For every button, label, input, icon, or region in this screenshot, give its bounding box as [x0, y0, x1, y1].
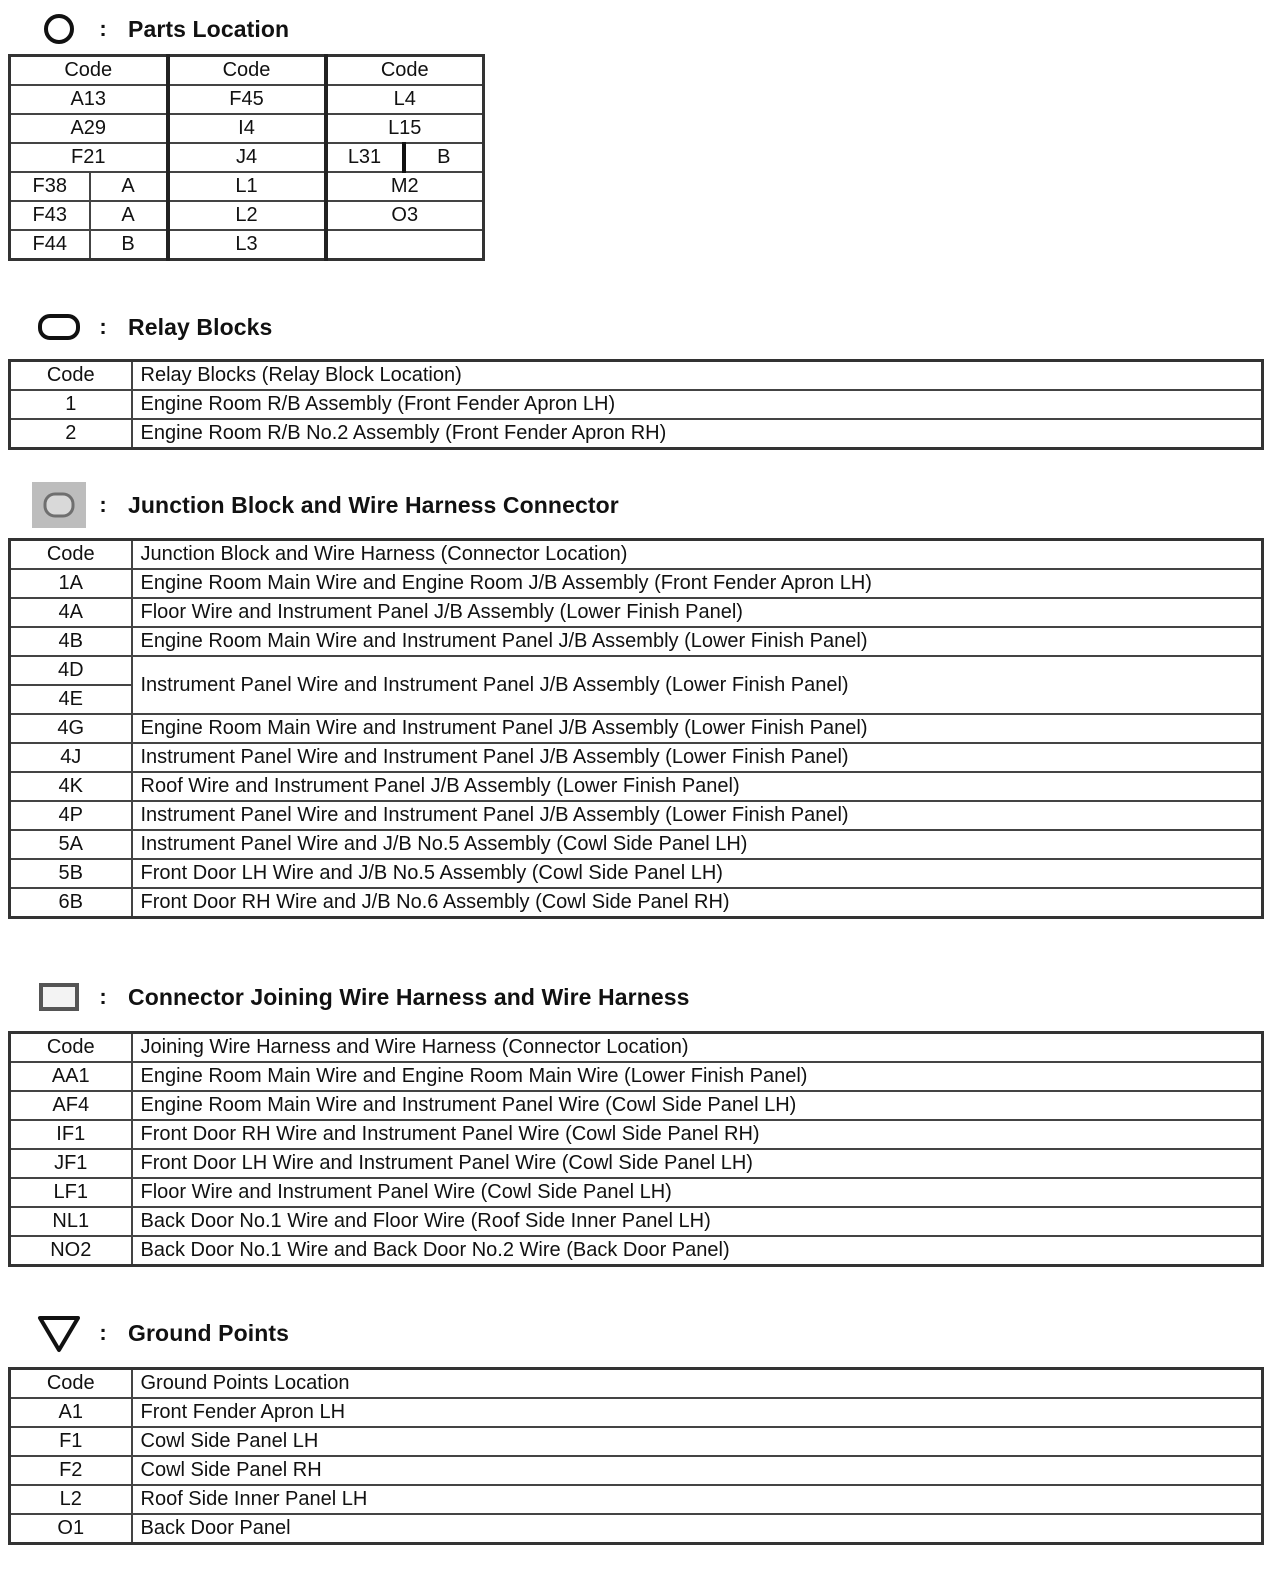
code-cell: 4G: [10, 714, 132, 743]
code-cell: F44: [10, 230, 90, 260]
code-cell: L15: [326, 114, 484, 143]
code-cell: NO2: [10, 1236, 132, 1266]
code-cell: 5A: [10, 830, 132, 859]
code-cell: L2: [168, 201, 326, 230]
desc-cell: Engine Room Main Wire and Instrument Panel J/B Assembly (Lower Finish Panel): [132, 627, 1263, 656]
code-cell: O3: [326, 201, 484, 230]
table-row: [10, 1236, 1263, 1266]
table-row: [10, 598, 1263, 627]
table-row: [10, 1091, 1263, 1120]
table-row: [10, 85, 484, 114]
shaded-oval-icon: [30, 488, 88, 522]
open-circle-icon: [30, 12, 88, 46]
desc-cell: Roof Side Inner Panel LH: [132, 1485, 1263, 1514]
code-cell: 4J: [10, 743, 132, 772]
colon: :: [99, 492, 107, 517]
header-desc-cell: Ground Points Location: [132, 1369, 1263, 1399]
relay-blocks-title: Relay Blocks: [128, 313, 273, 340]
code-cell: 4E: [10, 685, 132, 714]
table-row: [10, 1456, 1263, 1485]
code-cell: LF1: [10, 1178, 132, 1207]
table-row: [10, 772, 1263, 801]
code-cell: J4: [168, 143, 326, 172]
desc-cell: Back Door No.1 Wire and Floor Wire (Roof Side Inner Panel LH): [132, 1207, 1263, 1236]
desc-cell: Instrument Panel Wire and Instrument Panel J/B Assembly (Lower Finish Panel): [132, 801, 1263, 830]
junction-block-title: Junction Block and Wire Harness Connector: [128, 491, 619, 518]
code-cell: 6B: [10, 888, 132, 918]
table-row: [10, 1514, 1263, 1544]
code-cell: 4D: [10, 656, 132, 685]
table-row: [10, 230, 484, 260]
code-cell: F43: [10, 201, 90, 230]
code-cell: A29: [10, 114, 168, 143]
desc-cell: Instrument Panel Wire and Instrument Panel J/B Assembly (Lower Finish Panel): [132, 656, 1263, 714]
code-cell: I4: [168, 114, 326, 143]
desc-cell: Roof Wire and Instrument Panel J/B Assembly (Lower Finish Panel): [132, 772, 1263, 801]
desc-cell: Engine Room Main Wire and Instrument Panel J/B Assembly (Lower Finish Panel): [132, 714, 1263, 743]
desc-cell: Engine Room Main Wire and Engine Room J/B Assembly (Front Fender Apron LH): [132, 569, 1263, 598]
desc-cell: Engine Room Main Wire and Engine Room Main Wire (Lower Finish Panel): [132, 1062, 1263, 1091]
desc-cell: Floor Wire and Instrument Panel Wire (Cowl Side Panel LH): [132, 1178, 1263, 1207]
code-cell: 1A: [10, 569, 132, 598]
code-cell: A1: [10, 1398, 132, 1427]
code-cell: F21: [10, 143, 168, 172]
table-row: [10, 1485, 1263, 1514]
desc-cell: Front Door RH Wire and Instrument Panel Wire (Cowl Side Panel RH): [132, 1120, 1263, 1149]
header-code-cell: Code: [10, 1033, 132, 1063]
junction-block-table: [8, 538, 1264, 919]
ground-points-table: [8, 1367, 1264, 1545]
code-cell: L3: [168, 230, 326, 260]
code-cell: NL1: [10, 1207, 132, 1236]
code-cell: L31: [326, 143, 404, 172]
table-row: [10, 1062, 1263, 1091]
header-code-cell: Code: [10, 540, 132, 570]
header-desc-cell: Relay Blocks (Relay Block Location): [132, 361, 1263, 391]
relay-blocks-table: [8, 359, 1264, 450]
table-row: [10, 830, 1263, 859]
colon: :: [99, 314, 107, 339]
table-row: [10, 390, 1263, 419]
colon: :: [99, 1320, 107, 1345]
code-cell: A13: [10, 85, 168, 114]
table-row: [10, 1427, 1263, 1456]
square-icon: [30, 980, 88, 1014]
connector-joining-title: Connector Joining Wire Harness and Wire Harness: [128, 983, 690, 1010]
code-cell: IF1: [10, 1120, 132, 1149]
parts-location-heading-row: [30, 12, 289, 46]
table-row: [10, 1398, 1263, 1427]
desc-cell: Engine Room Main Wire and Instrument Panel Wire (Cowl Side Panel LH): [132, 1091, 1263, 1120]
desc-cell: Front Fender Apron LH: [132, 1398, 1263, 1427]
code-cell: 4P: [10, 801, 132, 830]
code-cell: 4K: [10, 772, 132, 801]
desc-cell: Front Door LH Wire and J/B No.5 Assembly (Cowl Side Panel LH): [132, 859, 1263, 888]
code-cell: 4A: [10, 598, 132, 627]
table-header-row: [10, 540, 1263, 570]
desc-cell: Front Door LH Wire and Instrument Panel Wire (Cowl Side Panel LH): [132, 1149, 1263, 1178]
suffix-cell: B: [90, 230, 168, 260]
table-header-row: [10, 361, 1263, 391]
code-cell: O1: [10, 1514, 132, 1544]
table-row: [10, 743, 1263, 772]
code-cell: F1: [10, 1427, 132, 1456]
suffix-cell: A: [90, 201, 168, 230]
code-cell: 5B: [10, 859, 132, 888]
table-row: [10, 1120, 1263, 1149]
code-cell: 2: [10, 419, 132, 449]
table-row: [10, 801, 1263, 830]
table-header-row: [10, 56, 484, 86]
code-cell: AF4: [10, 1091, 132, 1120]
desc-cell: Front Door RH Wire and J/B No.6 Assembly (Cowl Side Panel RH): [132, 888, 1263, 918]
table-header-row: [10, 1033, 1263, 1063]
triangle-down-icon: [30, 1316, 88, 1350]
table-header-row: [10, 1369, 1263, 1399]
desc-cell: Engine Room R/B Assembly (Front Fender Apron LH): [132, 390, 1263, 419]
ground-points-title: Ground Points: [128, 1319, 290, 1346]
desc-cell: Floor Wire and Instrument Panel J/B Assembly (Lower Finish Panel): [132, 598, 1263, 627]
relay-blocks-heading-row: [30, 310, 272, 344]
desc-cell: Cowl Side Panel RH: [132, 1456, 1263, 1485]
table-row: [10, 201, 484, 230]
table-row: [10, 656, 1263, 685]
code-cell: L1: [168, 172, 326, 201]
table-row: [10, 114, 484, 143]
empty-cell: [326, 230, 484, 260]
header-cell: Code: [168, 56, 326, 86]
suffix-cell: A: [90, 172, 168, 201]
code-cell: F2: [10, 1456, 132, 1485]
header-desc-cell: Joining Wire Harness and Wire Harness (Connector Location): [132, 1033, 1263, 1063]
code-cell: F45: [168, 85, 326, 114]
code-cell: 4B: [10, 627, 132, 656]
header-code-cell: Code: [10, 361, 132, 391]
code-cell: L2: [10, 1485, 132, 1514]
table-row: [10, 714, 1263, 743]
table-row: [10, 419, 1263, 449]
suffix-cell: B: [404, 143, 484, 172]
header-code-cell: Code: [10, 1369, 132, 1399]
connector-joining-table: [8, 1031, 1264, 1267]
desc-cell: Instrument Panel Wire and J/B No.5 Assembly (Cowl Side Panel LH): [132, 830, 1263, 859]
table-row: [10, 143, 484, 172]
table-row: [10, 569, 1263, 598]
desc-cell: Engine Room R/B No.2 Assembly (Front Fender Apron RH): [132, 419, 1263, 449]
header-desc-cell: Junction Block and Wire Harness (Connector Location): [132, 540, 1263, 570]
colon: :: [99, 984, 107, 1009]
table-row: [10, 1178, 1263, 1207]
colon: :: [99, 16, 107, 41]
desc-cell: Cowl Side Panel LH: [132, 1427, 1263, 1456]
table-row: [10, 627, 1263, 656]
code-cell: M2: [326, 172, 484, 201]
desc-cell: Back Door No.1 Wire and Back Door No.2 Wire (Back Door Panel): [132, 1236, 1263, 1266]
header-cell: Code: [10, 56, 168, 86]
connector-joining-heading-row: [30, 980, 690, 1014]
code-cell: L4: [326, 85, 484, 114]
code-cell: F38: [10, 172, 90, 201]
rounded-rect-icon: [30, 310, 88, 344]
table-row: [10, 172, 484, 201]
code-cell: JF1: [10, 1149, 132, 1178]
parts-location-table: [8, 54, 485, 261]
ground-points-heading-row: [30, 1316, 289, 1350]
code-cell: AA1: [10, 1062, 132, 1091]
parts-location-title: Parts Location: [128, 15, 290, 42]
table-row: [10, 859, 1263, 888]
junction-block-heading-row: [30, 488, 619, 522]
header-cell: Code: [326, 56, 484, 86]
table-row: [10, 888, 1263, 918]
code-cell: 1: [10, 390, 132, 419]
desc-cell: Instrument Panel Wire and Instrument Panel J/B Assembly (Lower Finish Panel): [132, 743, 1263, 772]
desc-cell: Back Door Panel: [132, 1514, 1263, 1544]
table-row: [10, 1207, 1263, 1236]
table-row: [10, 1149, 1263, 1178]
